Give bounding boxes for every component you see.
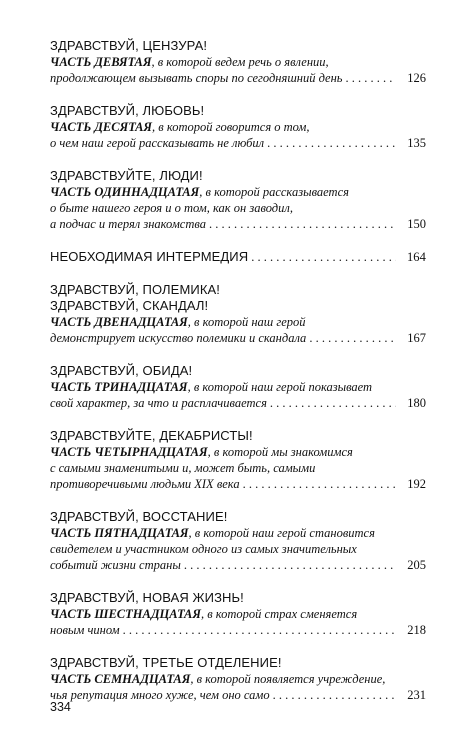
subtitle-text: , в которой наш герой показывает <box>187 380 373 394</box>
page-ref: 167 <box>407 331 426 345</box>
subtitle-text: чья репутация много хуже, чем оно само <box>50 688 270 702</box>
page-ref: 164 <box>406 250 426 264</box>
entry-title: ЗДРАВСТВУЙТЕ, ЛЮДИ! <box>50 168 203 183</box>
part-label: ЧАСТЬ ДВЕНАДЦАТАЯ <box>50 315 188 329</box>
entry-subtitle <box>50 184 426 200</box>
toc-entry[interactable] <box>50 363 426 411</box>
leader-dots <box>270 395 396 411</box>
entry-last-line <box>50 135 426 151</box>
entry-last-line <box>50 330 426 346</box>
entry-title: ЗДРАВСТВУЙ, НОВАЯ ЖИЗНЬ! <box>50 590 244 605</box>
subtitle-text: , в которой говорится о том, <box>152 120 310 134</box>
entry-last-line <box>50 557 426 573</box>
entry-title: НЕОБХОДИМАЯ ИНТЕРМЕДИЯ <box>50 249 249 264</box>
entry-title: ЗДРАВСТВУЙ, ВОССТАНИЕ! <box>50 509 228 524</box>
toc-entry[interactable] <box>50 509 426 573</box>
part-label: ЧАСТЬ СЕМНАДЦАТАЯ <box>50 672 191 686</box>
subtitle-text: новым чином <box>50 623 120 637</box>
subtitle-text: о быте нашего героя и о том, как он заводил, <box>50 201 293 215</box>
subtitle-text: свой характер, за что и расплачивается <box>50 396 267 410</box>
toc-entry[interactable] <box>50 38 426 86</box>
entry-subtitle <box>50 54 426 70</box>
page-ref: 231 <box>407 688 426 702</box>
entry-subtitle <box>50 119 426 135</box>
leader-dots <box>273 687 396 703</box>
page-number: 334 <box>50 700 71 714</box>
entry-title: ЗДРАВСТВУЙ, ЦЕНЗУРА! <box>50 38 208 53</box>
part-label: ЧАСТЬ ПЯТНАДЦАТАЯ <box>50 526 189 540</box>
part-label: ЧАСТЬ ЧЕТЫРНАДЦАТАЯ <box>50 445 208 459</box>
subtitle-text: , в которой наш герой <box>187 315 306 329</box>
part-label: ЧАСТЬ ДЕВЯТАЯ <box>50 55 152 69</box>
entry-subtitle <box>50 314 426 330</box>
page-ref: 180 <box>407 396 426 410</box>
entry-title: ЗДРАВСТВУЙ, ТРЕТЬЕ ОТДЕЛЕНИЕ! <box>50 655 282 670</box>
toc-entry[interactable] <box>50 249 426 265</box>
entry-subtitle <box>50 606 426 622</box>
entry-title-second: ЗДРАВСТВУЙ, СКАНДАЛ! <box>50 298 209 313</box>
part-label: ЧАСТЬ ТРИНАДЦАТАЯ <box>50 380 188 394</box>
leader-dots <box>346 70 397 86</box>
toc-entry[interactable] <box>50 282 426 346</box>
entry-title: ЗДРАВСТВУЙ, ЛЮБОВЬ! <box>50 103 205 118</box>
leader-dots <box>209 216 396 232</box>
page-ref: 218 <box>407 623 426 637</box>
entry-title: ЗДРАВСТВУЙТЕ, ДЕКАБРИСТЫ! <box>50 428 253 443</box>
page-ref: 150 <box>407 217 426 231</box>
page-ref: 135 <box>407 136 426 150</box>
subtitle-text: , в которой появляется учреждение, <box>190 672 386 686</box>
subtitle-text: демонстрирует искусство полемики и скандала <box>50 331 307 345</box>
part-label: ЧАСТЬ ОДИННАДЦАТАЯ <box>50 185 200 199</box>
toc-entry[interactable] <box>50 655 426 703</box>
table-of-contents <box>50 38 426 720</box>
toc-entry[interactable] <box>50 168 426 232</box>
subtitle-text: с самыми знаменитыми и, может быть, самыми <box>50 461 316 475</box>
entry-last-line <box>50 687 426 703</box>
entry-last-line <box>50 395 426 411</box>
leader-dots <box>251 249 396 265</box>
subtitle-text: о чем наш герой рассказывать не любил <box>50 136 265 150</box>
subtitle-text: , в которой наш герой становится <box>188 526 375 540</box>
entry-subtitle <box>50 444 426 460</box>
toc-entry[interactable] <box>50 103 426 151</box>
leader-dots <box>184 557 396 573</box>
page-ref: 126 <box>407 71 426 85</box>
entry-last-line <box>50 622 426 638</box>
subtitle-text: свидетелем и участником одного из самых значительных <box>50 542 357 556</box>
entry-title: ЗДРАВСТВУЙ, ПОЛЕМИКА! <box>50 282 220 297</box>
leader-dots <box>309 330 396 346</box>
leader-dots <box>243 476 396 492</box>
toc-entry[interactable] <box>50 590 426 638</box>
subtitle-text: , в которой рассказывается <box>199 185 349 199</box>
entry-subtitle <box>50 525 426 541</box>
page-ref: 205 <box>407 558 426 572</box>
subtitle-text: , в которой страх сменяется <box>200 607 358 621</box>
leader-dots <box>123 622 396 638</box>
entry-last-line <box>50 216 426 232</box>
page-ref: 192 <box>407 477 426 491</box>
subtitle-text: продолжающем вызывать споры по сегодняшний день <box>50 71 343 85</box>
subtitle-text: , в которой мы знакомимся <box>207 445 353 459</box>
subtitle-text: событий жизни страны <box>50 558 181 572</box>
entry-title-line <box>50 249 426 265</box>
subtitle-text: а подчас и терял знакомства <box>50 217 206 231</box>
entry-last-line <box>50 476 426 492</box>
part-label: ЧАСТЬ ДЕСЯТАЯ <box>50 120 153 134</box>
entry-last-line <box>50 70 426 86</box>
leader-dots <box>267 135 396 151</box>
part-label: ЧАСТЬ ШЕСТНАДЦАТАЯ <box>50 607 201 621</box>
entry-subtitle <box>50 671 426 687</box>
subtitle-text: противоречивыми людьми XIX века <box>50 477 240 491</box>
toc-entry[interactable] <box>50 428 426 492</box>
entry-subtitle <box>50 379 426 395</box>
entry-title: ЗДРАВСТВУЙ, ОБИДА! <box>50 363 193 378</box>
subtitle-text: , в которой ведем речь о явлении, <box>151 55 329 69</box>
